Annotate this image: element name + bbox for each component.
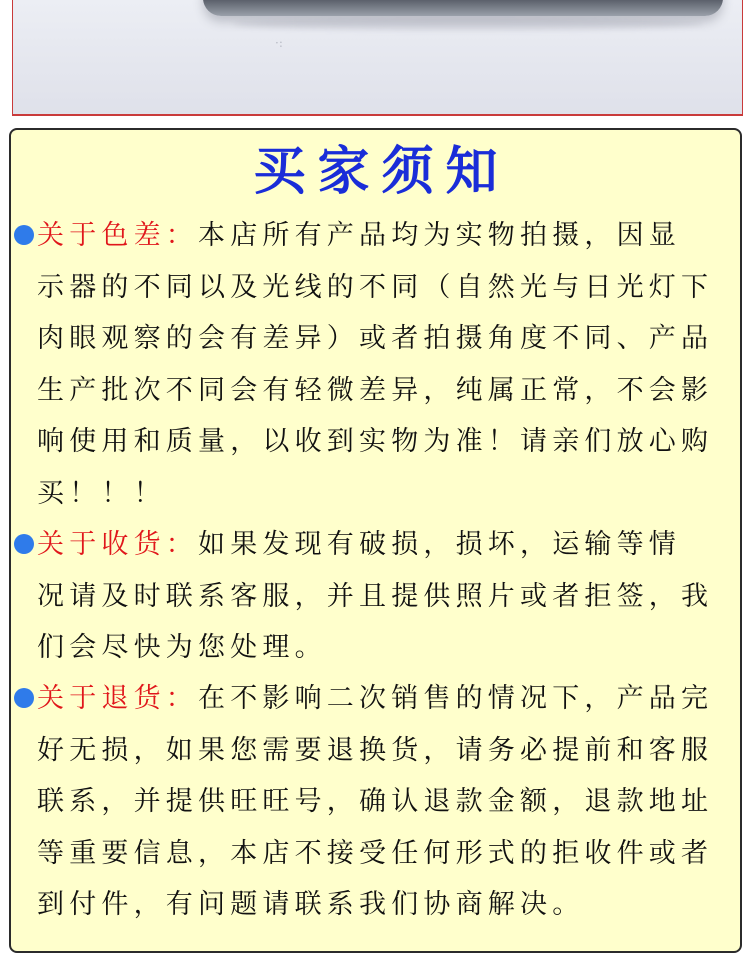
- section-text: 响使用和质量，以收到实物为准！请亲们放心购: [37, 426, 714, 457]
- section-heading: 关于退货：: [37, 683, 198, 714]
- section-color-difference: [11, 210, 744, 519]
- section-first-line: [11, 210, 744, 262]
- notice-title: 买家须知: [253, 141, 510, 202]
- section-text: 联系，并提供旺旺号，确认退款金额，退款地址: [37, 786, 714, 817]
- section-text: 如果发现有破损，损坏，运输等情: [198, 529, 681, 560]
- section-text: 示器的不同以及光线的不同（自然光与日光灯下: [37, 271, 714, 303]
- product-photo: [12, 0, 743, 116]
- section-heading: 关于色差：: [37, 220, 198, 251]
- section-receiving: [11, 519, 744, 674]
- blue-dot-icon: [14, 688, 34, 708]
- section-text: 肉眼观察的会有差异）或者拍摄角度不同、产品: [37, 323, 714, 354]
- section-text: 买！！！: [37, 477, 166, 509]
- blue-dot-icon: [14, 225, 34, 245]
- section-first-line: [11, 519, 744, 571]
- section-text: 况请及时联系客服，并且提供照片或者拒签，我: [37, 580, 714, 612]
- section-text: 本店所有产品均为实物拍摄，因显: [198, 220, 681, 251]
- section-returns: [11, 673, 744, 931]
- product-shadow: [233, 18, 703, 30]
- product-device-edge: [203, 0, 723, 16]
- section-first-line: [11, 673, 744, 725]
- surface-speck: ·:: [275, 36, 283, 50]
- section-text: 生产批次不同会有轻微差异，纯属正常，不会影: [37, 374, 714, 406]
- blue-dot-icon: [14, 534, 34, 554]
- section-text: 好无损，如果您需要退换货，请务必提前和客服: [37, 734, 714, 766]
- section-text: 等重要信息，本店不接受任何形式的拒收件或者: [37, 837, 714, 869]
- section-heading: 关于收货：: [37, 529, 198, 560]
- section-text: 到付件，有问题请联系我们协商解决。: [37, 889, 585, 920]
- section-text: 们会尽快为您处理。: [37, 632, 327, 663]
- section-text: 在不影响二次销售的情况下，产品完: [198, 683, 714, 714]
- buyer-notice-panel: [9, 128, 742, 953]
